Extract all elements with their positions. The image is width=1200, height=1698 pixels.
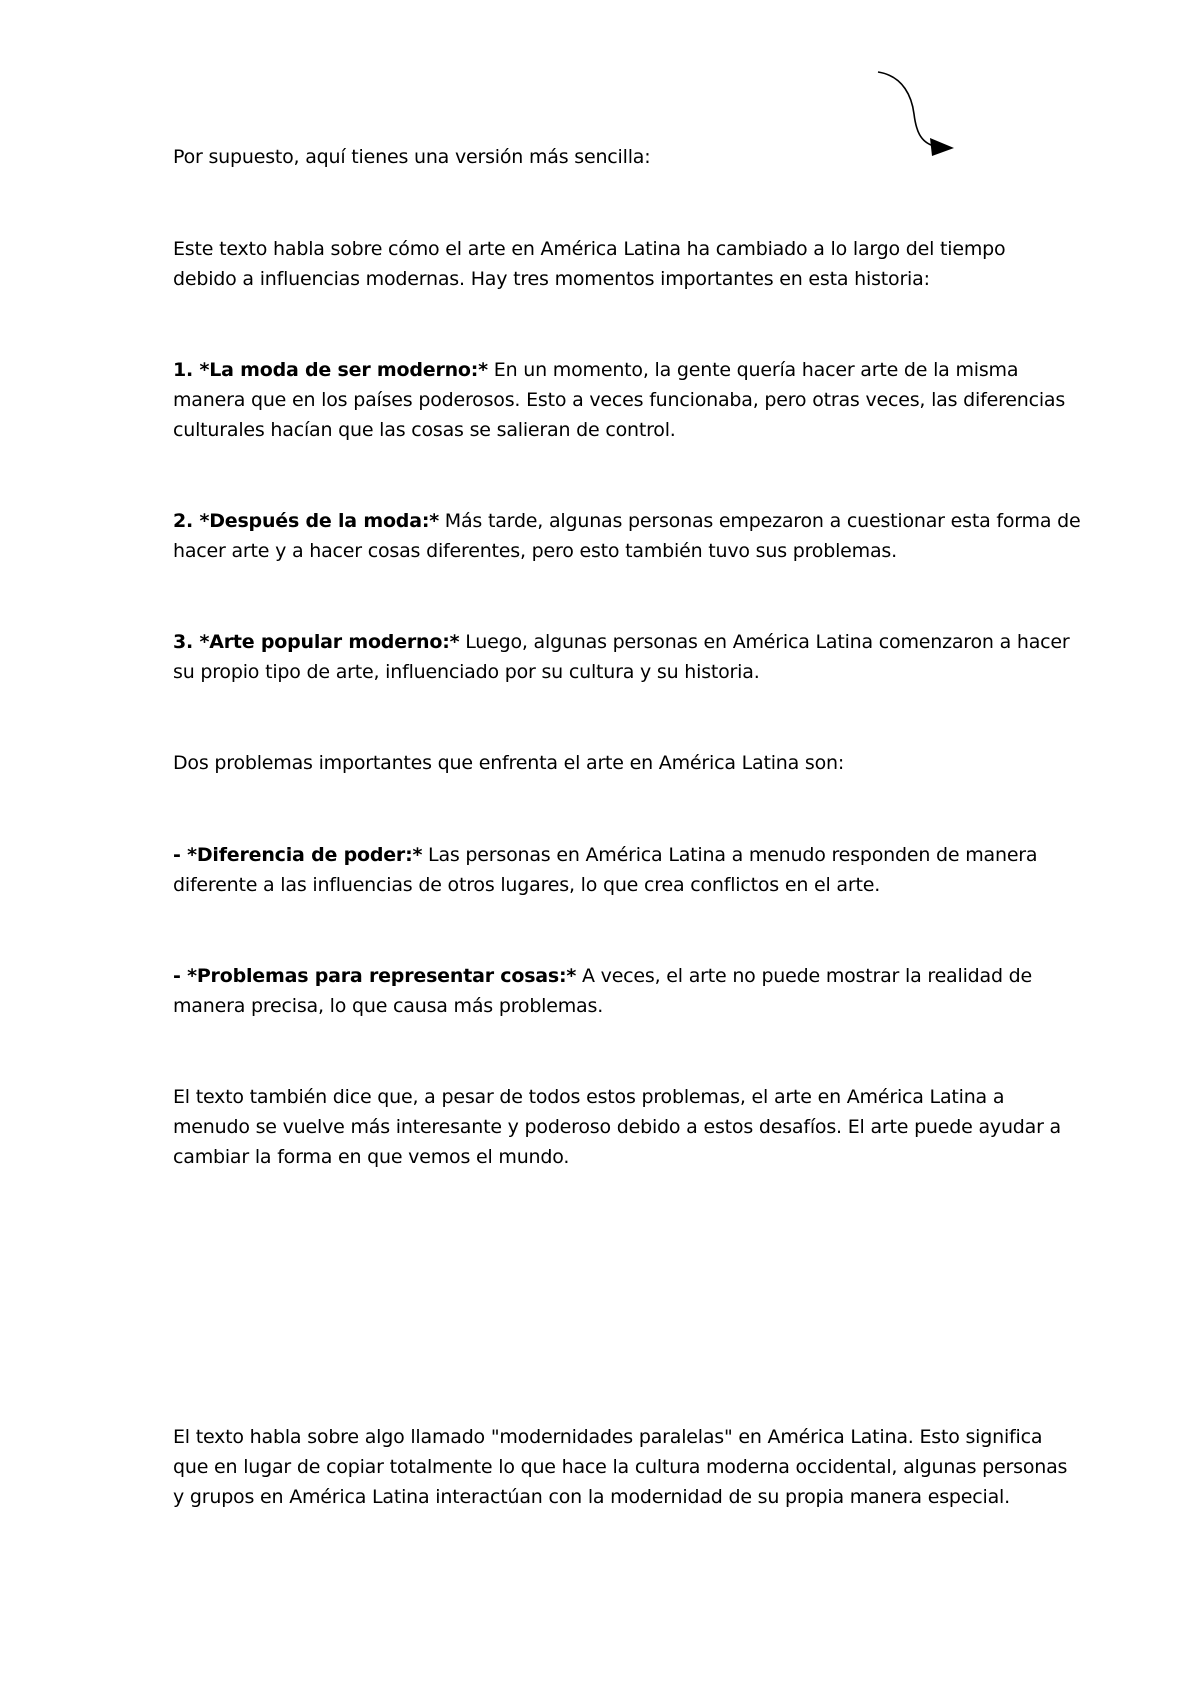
intro-line: Por supuesto, aquí tienes una versión más sencilla: [173, 146, 651, 168]
conclusion-paragraph [173, 1082, 1061, 1172]
moment-label: 2. *Después de la moda:* [173, 510, 439, 532]
moment-line: culturales hacían que las cosas se salieran de control. [173, 419, 676, 441]
problems-intro-line: Dos problemas importantes que enfrenta el arte en América Latina son: [173, 752, 845, 774]
problem-line [173, 840, 1043, 870]
moment-line [173, 627, 1070, 657]
moment-line [173, 355, 1043, 385]
moment-2-paragraph [173, 506, 1081, 566]
moment-3-paragraph [173, 627, 1070, 687]
moment-label: 1. *La moda de ser moderno:* [173, 359, 488, 381]
problem-label: - *Problemas para representar cosas:* [173, 965, 577, 987]
problem-2-paragraph [173, 961, 1043, 1021]
moment-label: 3. *Arte popular moderno:* [173, 631, 460, 653]
problem-label: - *Diferencia de poder:* [173, 844, 423, 866]
moment-text: En un momento, la gente quería hacer arte de la misma [487, 359, 1019, 381]
problem-line [173, 961, 1043, 991]
problems-intro-paragraph [173, 748, 1043, 778]
moment-1-paragraph [173, 355, 1066, 445]
moment-line: manera que en los países poderosos. Esto a veces funcionaba, pero otras veces, las diferencias [173, 389, 1066, 411]
problem-line: diferente a las influencias de otros lugares, lo que crea conflictos en el arte. [173, 874, 881, 896]
summary-paragraph [173, 234, 1043, 294]
problem-text: Las personas en América Latina a menudo responden de manera [422, 844, 1038, 866]
moment-text: Luego, algunas personas en América Latina comenzaron a hacer [459, 631, 1070, 653]
problem-line: manera precisa, lo que causa más problemas. [173, 995, 604, 1017]
problem-text: A veces, el arte no puede mostrar la realidad de [576, 965, 1033, 987]
intro-paragraph [173, 142, 1043, 172]
moment-line [173, 506, 1081, 536]
conclusion-line: El texto también dice que, a pesar de todos estos problemas, el arte en América Latina a [173, 1086, 1005, 1108]
parallel-modernities-paragraph [173, 1422, 1068, 1512]
moment-line: su propio tipo de arte, influenciado por su cultura y su historia. [173, 661, 760, 683]
conclusion-line: cambiar la forma en que vemos el mundo. [173, 1146, 570, 1168]
moment-text: Más tarde, algunas personas empezaron a cuestionar esta forma de [438, 510, 1081, 532]
parallel-line: El texto habla sobre algo llamado "modernidades paralelas" en América Latina. Esto significa [173, 1426, 1043, 1448]
parallel-line: que en lugar de copiar totalmente lo que hace la cultura moderna occidental, algunas personas [173, 1456, 1068, 1478]
problem-1-paragraph [173, 840, 1043, 900]
conclusion-line: menudo se vuelve más interesante y poderoso debido a estos desafíos. El arte puede ayudar a [173, 1116, 1061, 1138]
moment-line: hacer arte y a hacer cosas diferentes, pero esto también tuvo sus problemas. [173, 540, 897, 562]
summary-line: debido a influencias modernas. Hay tres momentos importantes en esta historia: [173, 268, 930, 290]
parallel-line: y grupos en América Latina interactúan con la modernidad de su propia manera especial. [173, 1486, 1010, 1508]
summary-line: Este texto habla sobre cómo el arte en América Latina ha cambiado a lo largo del tiempo [173, 238, 1006, 260]
